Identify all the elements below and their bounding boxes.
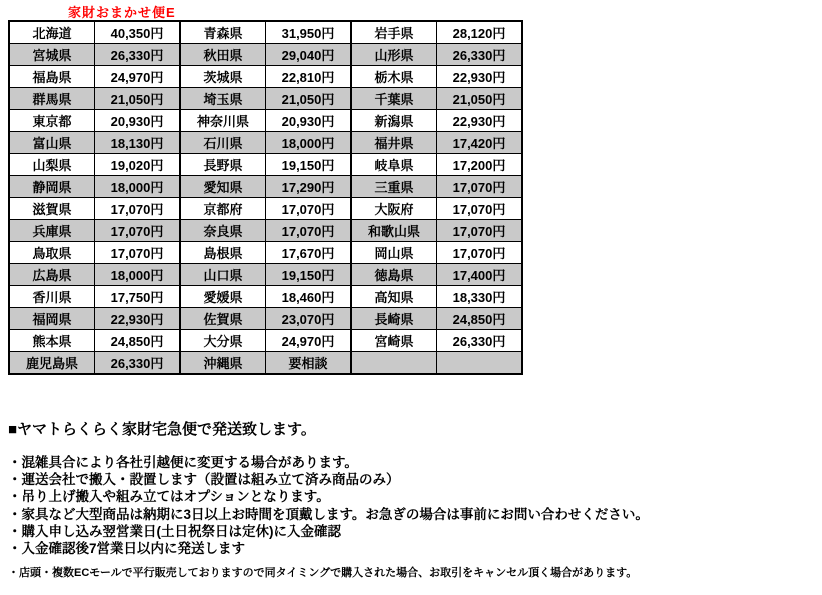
prefecture-cell: 佐賀県 xyxy=(180,308,266,330)
price-cell: 23,070円 xyxy=(266,308,352,330)
price-cell: 17,070円 xyxy=(95,242,181,264)
price-cell: 28,120円 xyxy=(437,21,523,44)
price-cell: 19,150円 xyxy=(266,264,352,286)
price-cell: 17,670円 xyxy=(266,242,352,264)
price-cell: 24,970円 xyxy=(95,66,181,88)
prefecture-cell: 高知県 xyxy=(351,286,437,308)
price-cell: 18,000円 xyxy=(95,264,181,286)
price-cell: 19,150円 xyxy=(266,154,352,176)
price-cell: 17,200円 xyxy=(437,154,523,176)
price-cell: 22,930円 xyxy=(437,66,523,88)
prefecture-cell: 京都府 xyxy=(180,198,266,220)
price-cell: 17,070円 xyxy=(95,220,181,242)
price-cell: 17,290円 xyxy=(266,176,352,198)
price-cell: 要相談 xyxy=(266,352,352,375)
price-cell: 17,750円 xyxy=(95,286,181,308)
prefecture-cell: 岐阜県 xyxy=(351,154,437,176)
price-cell: 21,050円 xyxy=(266,88,352,110)
table-row xyxy=(9,352,522,375)
prefecture-cell: 東京都 xyxy=(9,110,95,132)
notes-list xyxy=(8,454,818,557)
prefecture-cell: 神奈川県 xyxy=(180,110,266,132)
prefecture-cell: 滋賀県 xyxy=(9,198,95,220)
prefecture-cell: 群馬県 xyxy=(9,88,95,110)
price-cell: 17,420円 xyxy=(437,132,523,154)
table-row xyxy=(9,21,522,44)
table-row xyxy=(9,66,522,88)
note-bullet: ・混雑具合により各社引越便に変更する場合があります。 xyxy=(8,455,358,470)
price-cell: 26,330円 xyxy=(95,44,181,66)
prefecture-cell: 島根県 xyxy=(180,242,266,264)
prefecture-cell: 栃木県 xyxy=(351,66,437,88)
table-row xyxy=(9,242,522,264)
table-row xyxy=(9,132,522,154)
prefecture-cell: 埼玉県 xyxy=(180,88,266,110)
shipping-rate-table-body xyxy=(9,21,522,374)
table-row xyxy=(9,330,522,352)
table-row xyxy=(9,88,522,110)
note-bullet: ・購入申し込み翌営業日(土日祝祭日は定休)に入金確認 xyxy=(8,523,341,539)
prefecture-cell: 愛知県 xyxy=(180,176,266,198)
price-cell: 19,020円 xyxy=(95,154,181,176)
price-cell: 22,930円 xyxy=(95,308,181,330)
price-cell: 24,850円 xyxy=(437,308,523,330)
prefecture-cell: 岡山県 xyxy=(351,242,437,264)
price-cell: 17,070円 xyxy=(266,220,352,242)
note-bullet: ・吊り上げ搬入や組み立てはオプションとなります。 xyxy=(8,489,330,505)
prefecture-cell: 宮城県 xyxy=(9,44,95,66)
prefecture-cell: 鳥取県 xyxy=(9,242,95,264)
prefecture-cell: 熊本県 xyxy=(9,330,95,352)
price-cell xyxy=(437,352,523,375)
prefecture-cell: 長崎県 xyxy=(351,308,437,330)
table-row xyxy=(9,308,522,330)
price-cell: 17,070円 xyxy=(437,242,523,264)
prefecture-cell: 石川県 xyxy=(180,132,266,154)
price-cell: 26,330円 xyxy=(95,352,181,375)
table-row xyxy=(9,220,522,242)
note-bullet: ・運送会社で搬入・設置します（設置は組み立て済み商品のみ） xyxy=(8,472,400,488)
price-cell: 20,930円 xyxy=(266,110,352,132)
price-cell: 17,070円 xyxy=(437,198,523,220)
price-cell: 29,040円 xyxy=(266,44,352,66)
table-row xyxy=(9,198,522,220)
table-row xyxy=(9,286,522,308)
price-cell: 17,070円 xyxy=(437,176,523,198)
price-cell: 26,330円 xyxy=(437,44,523,66)
table-row xyxy=(9,110,522,132)
price-cell: 26,330円 xyxy=(437,330,523,352)
price-cell: 17,070円 xyxy=(266,198,352,220)
prefecture-cell: 山口県 xyxy=(180,264,266,286)
prefecture-cell: 沖縄県 xyxy=(180,352,266,375)
prefecture-cell: 福井県 xyxy=(351,132,437,154)
price-cell: 17,070円 xyxy=(95,198,181,220)
prefecture-cell: 千葉県 xyxy=(351,88,437,110)
notes-section xyxy=(8,418,818,580)
price-cell: 17,400円 xyxy=(437,264,523,286)
prefecture-cell: 長野県 xyxy=(180,154,266,176)
price-cell: 18,330円 xyxy=(437,286,523,308)
prefecture-cell: 香川県 xyxy=(9,286,95,308)
prefecture-cell: 兵庫県 xyxy=(9,220,95,242)
prefecture-cell: 静岡県 xyxy=(9,176,95,198)
price-cell: 22,930円 xyxy=(437,110,523,132)
price-cell: 22,810円 xyxy=(266,66,352,88)
note-bullet: ・家具など大型商品は納期に3日以上お時間を頂戴します。お急ぎの場合は事前にお問い合わせください。 xyxy=(8,506,649,522)
table-row xyxy=(9,176,522,198)
prefecture-cell xyxy=(351,352,437,375)
prefecture-cell: 北海道 xyxy=(9,21,95,44)
price-cell: 18,000円 xyxy=(266,132,352,154)
prefecture-cell: 秋田県 xyxy=(180,44,266,66)
price-cell: 17,070円 xyxy=(437,220,523,242)
price-cell: 18,460円 xyxy=(266,286,352,308)
prefecture-cell: 福岡県 xyxy=(9,308,95,330)
prefecture-cell: 三重県 xyxy=(351,176,437,198)
prefecture-cell: 大阪府 xyxy=(351,198,437,220)
price-cell: 18,130円 xyxy=(95,132,181,154)
prefecture-cell: 岩手県 xyxy=(351,21,437,44)
notes-heading: ■ヤマトらくらく家財宅急便で発送致します。 xyxy=(8,421,316,438)
table-row xyxy=(9,44,522,66)
price-cell: 21,050円 xyxy=(95,88,181,110)
prefecture-cell: 奈良県 xyxy=(180,220,266,242)
prefecture-cell: 富山県 xyxy=(9,132,95,154)
prefecture-cell: 新潟県 xyxy=(351,110,437,132)
prefecture-cell: 山梨県 xyxy=(9,154,95,176)
price-cell: 20,930円 xyxy=(95,110,181,132)
prefecture-cell: 徳島県 xyxy=(351,264,437,286)
table-row xyxy=(9,154,522,176)
price-cell: 21,050円 xyxy=(437,88,523,110)
prefecture-cell: 宮崎県 xyxy=(351,330,437,352)
table-row xyxy=(9,264,522,286)
price-cell: 40,350円 xyxy=(95,21,181,44)
prefecture-cell: 大分県 xyxy=(180,330,266,352)
shipping-rate-table xyxy=(8,20,523,375)
prefecture-cell: 広島県 xyxy=(9,264,95,286)
notes-footnote: ・店頭・複数ECモールで平行販売しておりますので同タイミングで購入された場合、お取引をキャンセル頂く場合があります。 xyxy=(8,567,638,580)
prefecture-cell: 鹿児島県 xyxy=(9,352,95,375)
prefecture-cell: 青森県 xyxy=(180,21,266,44)
price-cell: 18,000円 xyxy=(95,176,181,198)
price-cell: 24,850円 xyxy=(95,330,181,352)
table-title: 家財おまかせ便E xyxy=(68,5,176,20)
prefecture-cell: 愛媛県 xyxy=(180,286,266,308)
prefecture-cell: 和歌山県 xyxy=(351,220,437,242)
note-bullet: ・入金確認後7営業日以内に発送します xyxy=(8,541,246,557)
prefecture-cell: 茨城県 xyxy=(180,66,266,88)
price-cell: 31,950円 xyxy=(266,21,352,44)
prefecture-cell: 山形県 xyxy=(351,44,437,66)
prefecture-cell: 福島県 xyxy=(9,66,95,88)
price-cell: 24,970円 xyxy=(266,330,352,352)
